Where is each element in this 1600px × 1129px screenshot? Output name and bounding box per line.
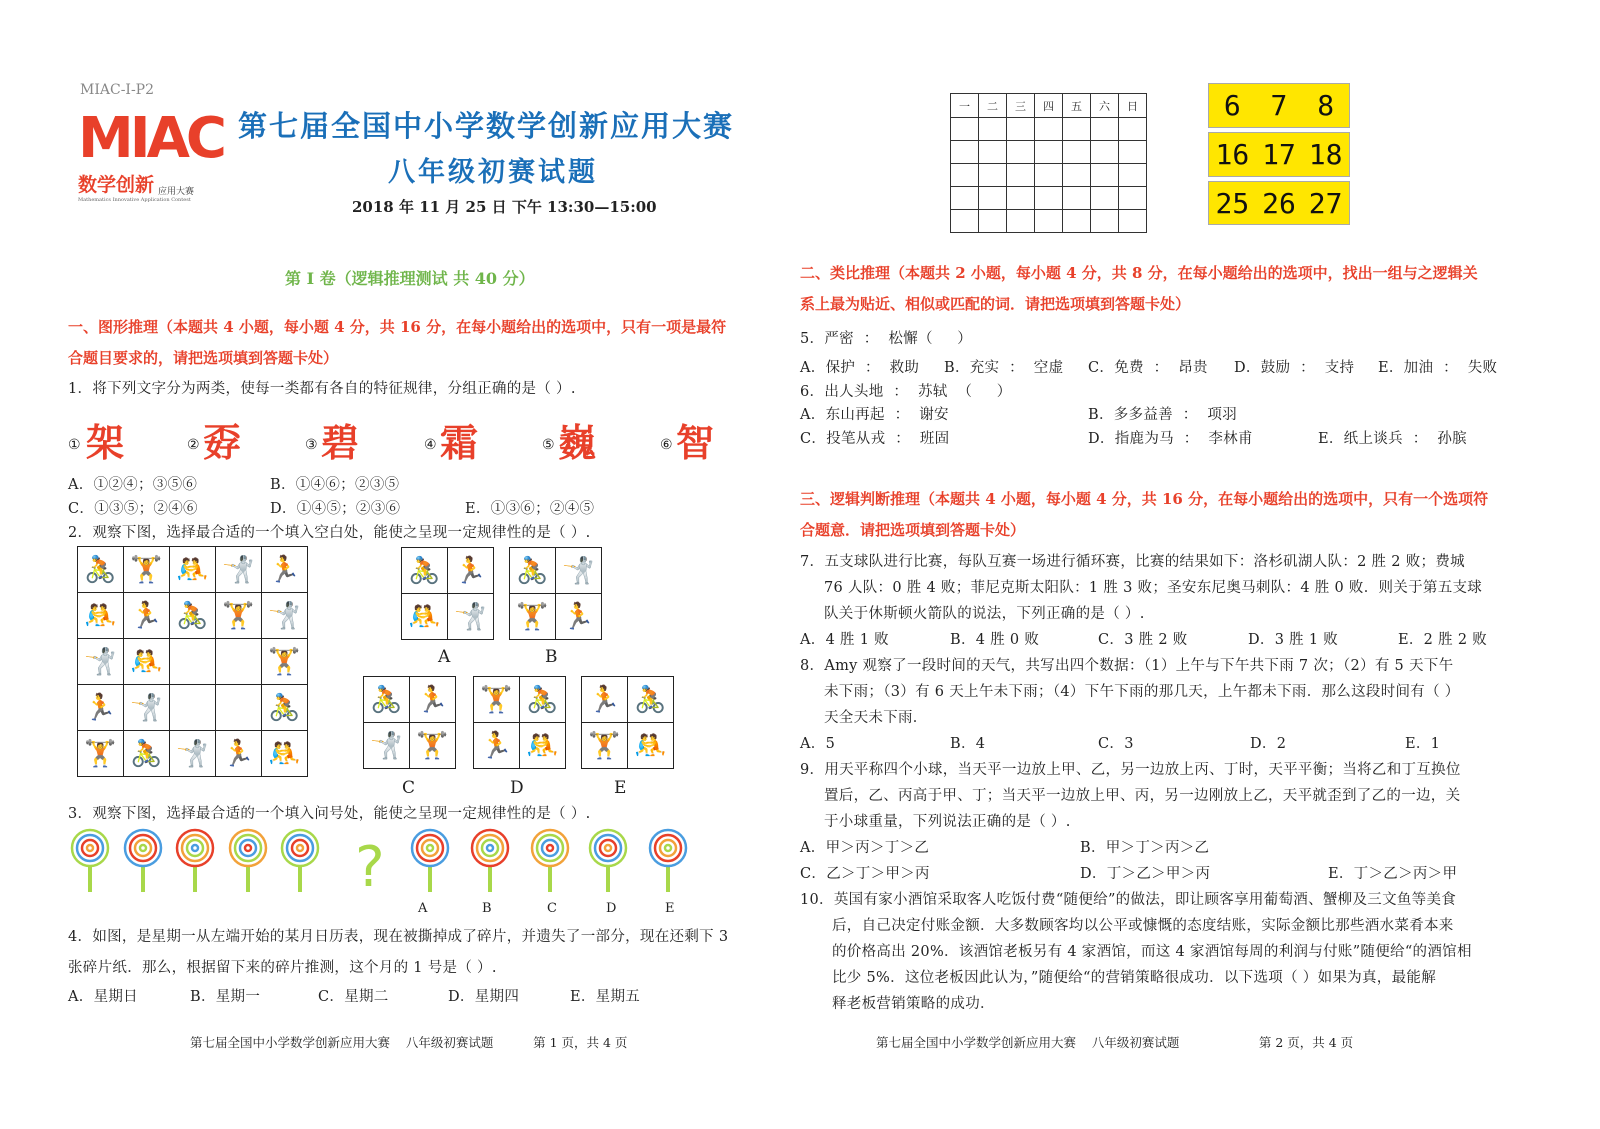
number-piece-row2: 16 17 18 <box>1208 132 1350 177</box>
q1-char-6: 智 <box>676 420 715 465</box>
q4-opt-e: E．星期五 <box>570 989 641 1005</box>
q3-label-e: E <box>665 901 675 916</box>
q10-text-d: 比少 5%．这位老板因此认为，”随便给“的营销策略很成功．以下选项（ ）如果为真，最能解 <box>832 970 1436 986</box>
q2-option-cell: 🤺 <box>448 594 494 640</box>
q1-char-2: 孬 <box>203 420 242 465</box>
q4-text-b: 张碎片纸．那么，根据留下来的碎片推测，这个月的 1 号是（ ）. <box>68 960 497 976</box>
exam-date: 2018 年 11 月 25 日 下午 13:30—15:00 <box>352 198 657 216</box>
q2-grid-cell: 🏋 <box>216 593 262 639</box>
q3-label-b: B <box>482 901 492 916</box>
q2-grid-cell: 🚴 <box>78 547 124 593</box>
q8-text-b: 未下雨；（3）有 6 天上午未下雨；（4）下午下雨的那几天，上午都未下雨．那么这段时间有（ ） <box>824 684 1460 700</box>
q7-opt-e: E．2 胜 2 败 <box>1398 632 1488 648</box>
q2-grid-cell: 🚴 <box>262 685 308 731</box>
q3-label-c: C <box>547 901 557 916</box>
q1-num-3: ③ <box>305 437 318 453</box>
q7-text-b: 76 人队：0 胜 4 败；菲尼克斯太阳队：1 胜 3 败；圣安东尼奥马刺队：4 胜 0 败．则关于第五支球 <box>824 580 1483 596</box>
weekday-wed: 三 <box>1007 94 1035 118</box>
q2-grid-cell: 🏃 <box>78 685 124 731</box>
sec2-title-a: 二、类比推理（本题共 2 小题，每小题 4 分，共 8 分，在每小题给出的选项中，找出一组与之逻辑关 <box>800 264 1478 282</box>
q9-opt-c: C．乙＞丁＞甲＞丙 <box>800 866 930 882</box>
q2-label-b: B <box>545 647 558 667</box>
q2-option-cell: 🏋 <box>410 723 456 769</box>
q4-text-a: 4．如图，是星期一从左端开始的某月日历表，现在被撕掉成了碎片，并遗失了一部分，现在还剩下 3 <box>68 929 729 945</box>
q8-text-c: 天全天未下雨． <box>824 710 928 726</box>
q5-opt-a: A．保护 ： 救助 <box>800 360 920 376</box>
q2-option-cell: 🏋 <box>510 594 556 640</box>
q1-char-1: 架 <box>86 420 125 465</box>
number-piece-row1: 6 7 8 <box>1208 83 1350 128</box>
q2-option-cell: 🚴 <box>402 548 448 594</box>
q2-text: 2．观察下图，选择最合适的一个填入空白处，能使之呈现一定规律性的是（ ）. <box>68 525 591 541</box>
q2-grid-cell: 🤼 <box>170 547 216 593</box>
q5-text: 5．严密 ： 松懈（ ） <box>800 331 973 347</box>
q10-text-e: 释老板营销策略的成功． <box>832 996 995 1012</box>
logo-sub2: 应用大赛 <box>158 187 195 197</box>
q5-opt-d: D．鼓励 ： 支持 <box>1234 360 1355 376</box>
q2-option-d <box>473 676 566 769</box>
calendar-grid <box>950 93 1147 233</box>
q1-num-5: ⑤ <box>542 437 555 453</box>
number-piece-row3: 25 26 27 <box>1208 181 1350 225</box>
q2-grid-cell: 🏃 <box>216 731 262 777</box>
q2-label-a: A <box>438 647 451 667</box>
q2-label-c: C <box>402 778 416 798</box>
q2-option-cell: 🏋 <box>582 723 628 769</box>
q9-text-b: 置后，乙、丙高于甲、丁；当天平一边放上甲、丙，另一边刚放上乙，天平就歪到了乙的一边，关 <box>824 788 1461 804</box>
q1-char-3: 碧 <box>321 420 360 465</box>
q8-opt-e: E．1 <box>1405 736 1441 752</box>
q2-grid-cell: 🏋 <box>124 547 170 593</box>
q1-num-1: ① <box>68 437 81 453</box>
sec3-title-a: 三、逻辑判断推理（本题共 4 小题，每小题 4 分，共 16 分，在每小题给出的选项中，只有一个选项符 <box>800 490 1489 508</box>
q4-opt-d: D．星期四 <box>448 989 520 1005</box>
q2-grid-cell: 🤼 <box>124 639 170 685</box>
q9-text-a: 9．用天平称四个小球，当天平一边放上甲、乙，另一边放上丙、丁时，天平平衡；当将乙和丁互换位 <box>800 762 1461 778</box>
weekday-thu: 四 <box>1035 94 1063 118</box>
q8-opt-a: A．5 <box>800 736 836 752</box>
exam-subtitle: 八年级初赛试题 <box>388 157 598 188</box>
q6-opt-b: B．多多益善 ： 项羽 <box>1088 407 1237 423</box>
q2-option-cell: 🤼 <box>520 723 566 769</box>
q9-opt-b: B．甲＞丁＞丙＞乙 <box>1080 840 1210 856</box>
q2-option-cell: 🏃 <box>474 723 520 769</box>
q2-grid-cell: 🏃 <box>262 547 308 593</box>
q6-opt-e: E．纸上谈兵 ： 孙膑 <box>1318 431 1467 447</box>
q2-option-cell: 🤼 <box>628 723 674 769</box>
logo-sub: 数学创新 <box>78 174 155 196</box>
q2-label-e: E <box>614 778 627 798</box>
q3-question-mark: ? <box>355 835 385 900</box>
q2-option-cell: 🏋 <box>474 677 520 723</box>
sec3-title-b: 合题意．请把选项填到答题卡处） <box>800 521 1026 539</box>
q1-num-6: ⑥ <box>660 437 673 453</box>
weekday-fri: 五 <box>1063 94 1091 118</box>
q1-opt-d: D．①④⑤；②③⑥ <box>270 501 401 517</box>
q2-grid-cell <box>216 685 262 731</box>
q3-label-d: D <box>606 901 617 916</box>
q7-text-a: 7．五支球队进行比赛，每队互赛一场进行循环赛，比赛的结果如下：洛杉矶湖人队：2 胜 2 败；费城 <box>800 554 1465 570</box>
q2-grid-cell: 🏃 <box>124 593 170 639</box>
q4-opt-c: C．星期二 <box>318 989 389 1005</box>
weekday-mon: 一 <box>951 94 979 118</box>
q8-opt-c: C．3 <box>1098 736 1134 752</box>
q7-opt-d: D．3 胜 1 败 <box>1248 632 1339 648</box>
q1-char-4: 霜 <box>440 420 479 465</box>
q4-opt-a: A．星期日 <box>68 989 138 1005</box>
q8-text-a: 8．Amy 观察了一段时间的天气，共写出四个数据：（1）上午与下午共下雨 7 次；（2）有 5 天下午 <box>800 658 1454 674</box>
q2-option-cell: 🚴 <box>510 548 556 594</box>
q2-option-cell: 🤺 <box>364 723 410 769</box>
logo-en: Mathematics Innovative Application Contest <box>78 197 191 203</box>
q2-grid-cell <box>170 685 216 731</box>
footer-left: 第七届全国中小学数学创新应用大赛 八年级初赛试题 第 1 页，共 4 页 <box>190 1035 628 1050</box>
q1-char-5: 巍 <box>558 420 597 465</box>
q7-opt-b: B．4 胜 0 败 <box>950 632 1040 648</box>
q3-figure <box>60 826 700 918</box>
q2-grid-cell: 🤺 <box>170 731 216 777</box>
exam-title: 第七届全国中小学数学创新应用大赛 <box>238 109 735 143</box>
q6-text: 6．出人头地 ： 苏轼 （ ） <box>800 384 1012 400</box>
sec2-title-b: 系上最为贴近、相似或匹配的词．请把选项填到答题卡处） <box>800 295 1191 313</box>
q2-option-cell: 🚴 <box>520 677 566 723</box>
q7-opt-a: A．4 胜 1 败 <box>800 632 889 648</box>
q2-grid-cell: 🤺 <box>262 593 308 639</box>
q1-opt-b: B．①④⑥；②③⑤ <box>270 477 400 493</box>
q5-opt-e: E．加油 ： 失败 <box>1378 360 1498 376</box>
sec1-title-b: 合题目要求的，请把选项填到答题卡处） <box>68 349 339 367</box>
q1-num-4: ④ <box>424 437 437 453</box>
q2-grid-cell: 🏋 <box>78 731 124 777</box>
q2-grid-cell: 🚴 <box>124 731 170 777</box>
exam-code: MIAC-I-P2 <box>80 82 155 98</box>
q5-opt-b: B．充实 ： 空虚 <box>944 360 1064 376</box>
q10-text-a: 10．英国有家小酒馆采取客人吃饭付费“随便给”的做法，即让顾客享用葡萄酒、蟹柳及三文鱼等美食 <box>800 892 1457 908</box>
q3-label-a: A <box>418 901 428 916</box>
q10-text-c: 的价格高出 20%．该酒馆老板另有 4 家酒馆，而这 4 家酒馆每周的利润与付账”随便给“的酒馆相 <box>832 944 1472 960</box>
sec1-title-a: 一、图形推理（本题共 4 小题，每小题 4 分，共 16 分，在每小题给出的选项中，只有一项是最符 <box>68 318 727 336</box>
q1-opt-e: E．①③⑥；②④⑤ <box>465 501 595 517</box>
q2-grid-cell: 🤺 <box>124 685 170 731</box>
q2-grid-cell <box>170 639 216 685</box>
q7-opt-c: C．3 胜 2 败 <box>1098 632 1188 648</box>
q6-opt-a: A．东山再起 ： 谢安 <box>800 407 949 423</box>
q8-opt-d: D．2 <box>1250 736 1287 752</box>
q2-option-cell: 🏃 <box>410 677 456 723</box>
q2-option-cell: 🏃 <box>448 548 494 594</box>
footer-right: 第七届全国中小学数学创新应用大赛 八年级初赛试题 第 2 页，共 4 页 <box>876 1035 1354 1050</box>
q2-grid-cell: 🏋 <box>262 639 308 685</box>
q2-main-grid <box>77 546 308 777</box>
q2-grid-cell <box>216 639 262 685</box>
q2-option-cell: 🚴 <box>628 677 674 723</box>
q2-option-e <box>581 676 674 769</box>
miac-logo <box>78 106 223 208</box>
q9-opt-d: D．丁＞乙＞甲＞丙 <box>1080 866 1211 882</box>
q9-opt-e: E．丁＞乙＞丙＞甲 <box>1328 866 1458 882</box>
q2-grid-cell: 🚴 <box>170 593 216 639</box>
logo-text: MIAC <box>78 106 223 171</box>
q2-grid-cell: 🤼 <box>78 593 124 639</box>
q2-option-a <box>401 547 494 640</box>
q1-opt-a: A．①②④；③⑤⑥ <box>68 477 198 493</box>
q2-option-cell: 🤼 <box>402 594 448 640</box>
q2-grid-cell: 🤺 <box>78 639 124 685</box>
q2-option-c <box>363 676 456 769</box>
q4-opt-b: B．星期一 <box>190 989 261 1005</box>
q6-opt-d: D．指鹿为马 ： 李林甫 <box>1088 431 1253 447</box>
weekday-tue: 二 <box>979 94 1007 118</box>
q1-text: 1．将下列文字分为两类，使每一类都有各自的特征规律，分组正确的是（ ）. <box>68 381 576 397</box>
q2-grid-cell: 🤺 <box>216 547 262 593</box>
q3-text: 3．观察下图，选择最合适的一个填入问号处，能使之呈现一定规律性的是（ ）. <box>68 806 591 822</box>
q2-option-cell: 🏃 <box>582 677 628 723</box>
q2-grid-cell: 🤼 <box>262 731 308 777</box>
q7-text-c: 队关于休斯顿火箭队的说法，下列正确的是（ ）. <box>824 606 1145 622</box>
q6-opt-c: C．投笔从戎 ： 班固 <box>800 431 950 447</box>
weekday-sun: 日 <box>1119 94 1147 118</box>
volume-title: 第 I 卷（逻辑推理测试 共 40 分） <box>285 269 535 288</box>
q2-option-cell: 🤺 <box>556 548 602 594</box>
q2-label-d: D <box>510 778 524 798</box>
q2-option-b <box>509 547 602 640</box>
q8-opt-b: B．4 <box>950 736 986 752</box>
q5-opt-c: C．免费 ： 昂贵 <box>1088 360 1208 376</box>
q2-option-cell: 🚴 <box>364 677 410 723</box>
q1-num-2: ② <box>187 437 200 453</box>
weekday-sat: 六 <box>1091 94 1119 118</box>
q9-opt-a: A．甲＞丙＞丁＞乙 <box>800 840 930 856</box>
q10-text-b: 后，自己决定付账金额．大多数顾客均以公平或慷慨的态度结账，实际金额比那些酒水菜肴本来 <box>832 918 1454 934</box>
q9-text-c: 于小球重量，下列说法正确的是（ ）. <box>824 814 1071 830</box>
q1-opt-c: C．①③⑤；②④⑥ <box>68 501 198 517</box>
q2-option-cell: 🏃 <box>556 594 602 640</box>
